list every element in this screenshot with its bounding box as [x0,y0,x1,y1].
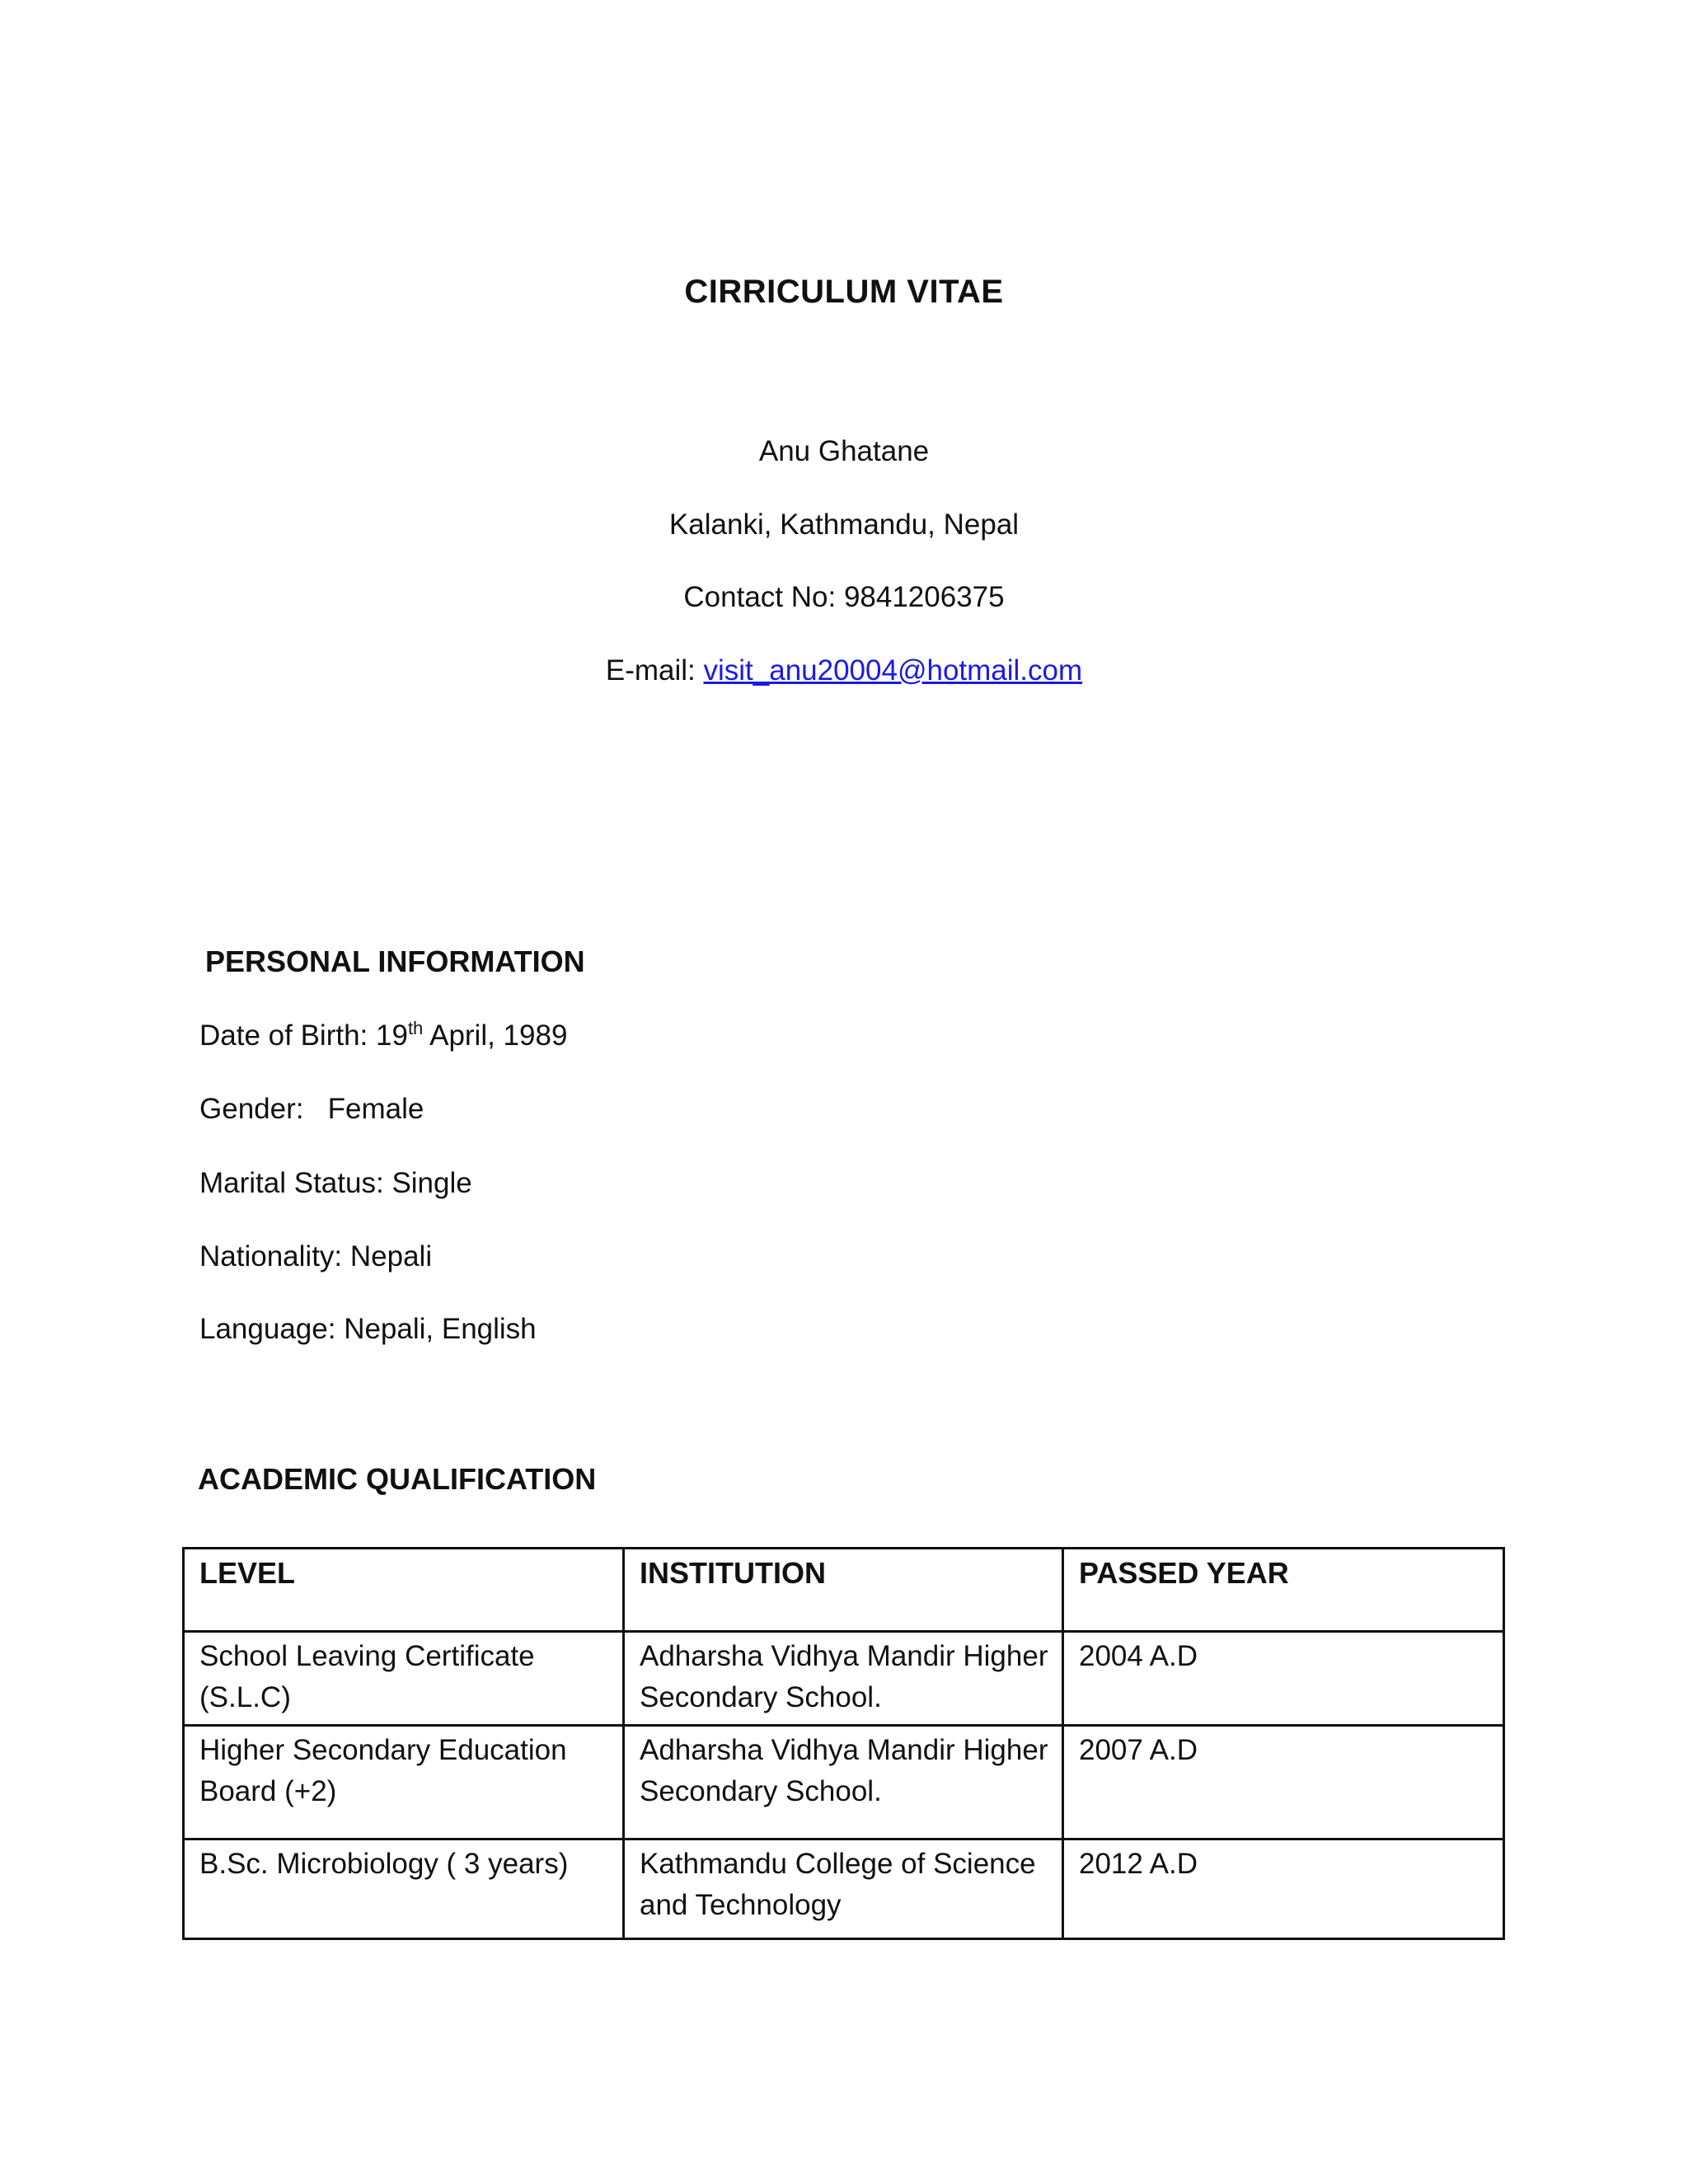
header-passed-year: PASSED YEAR [1063,1549,1504,1632]
language-label: Language: [199,1313,336,1345]
header-level: LEVEL [184,1549,624,1632]
cell-level: Higher Secondary Education Board (+2) [184,1726,624,1840]
email-label: E-mail: [605,654,696,687]
cell-institution: Adharsha Vidhya Mandir Higher Secondary School. [624,1632,1063,1726]
marital-value: Single [392,1167,472,1199]
marital-status [199,1165,472,1202]
phone-number: 9841206375 [843,581,1005,613]
applicant-name: Anu Ghatane [758,435,930,467]
nationality-value: Nepali [349,1240,433,1272]
phone-label: Contact No: [683,581,837,613]
cell-passed-year: 2012 A.D [1063,1840,1504,1939]
table-header-row [184,1549,1504,1632]
gender-label: Gender: [199,1093,304,1125]
cell-institution: Kathmandu College of Science and Technology [624,1840,1063,1939]
dob-day: 19 [376,1019,408,1052]
header-institution: INSTITUTION [624,1549,1063,1632]
cell-institution: Adharsha Vidhya Mandir Higher Secondary School. [624,1726,1063,1840]
email-link[interactable]: visit_anu20004@hotmail.com [703,654,1083,687]
table-row [184,1632,1504,1726]
marital-label: Marital Status: [199,1167,384,1199]
gender [199,1091,424,1127]
nationality-label: Nationality: [199,1240,343,1272]
table-row [184,1840,1504,1939]
cell-passed-year: 2007 A.D [1063,1726,1504,1840]
gender-value: Female [327,1093,424,1125]
language-value: Nepali, English [344,1313,537,1345]
dob-rest: April, 1989 [429,1019,568,1052]
table-row [184,1726,1504,1840]
cell-level: B.Sc. Microbiology ( 3 years) [184,1840,624,1939]
date-of-birth [199,1018,567,1054]
language [199,1311,537,1347]
dob-suffix: th [407,1018,424,1038]
cell-level: School Leaving Certificate (S.L.C) [184,1632,624,1726]
address-line: Kalanki, Kathmandu, Nepal [668,509,1020,541]
phone-line [0,579,1688,616]
personal-information-heading: PERSONAL INFORMATION [205,944,585,978]
email-line [0,653,1688,689]
nationality [199,1239,432,1275]
academic-qualification-heading: ACADEMIC QUALIFICATION [198,1462,597,1496]
academic-qualification-table [182,1547,1505,1940]
document-title: CIRRICULUM VITAE [684,274,1004,310]
cell-passed-year: 2004 A.D [1063,1632,1504,1726]
dob-label: Date of Birth: [199,1019,368,1052]
